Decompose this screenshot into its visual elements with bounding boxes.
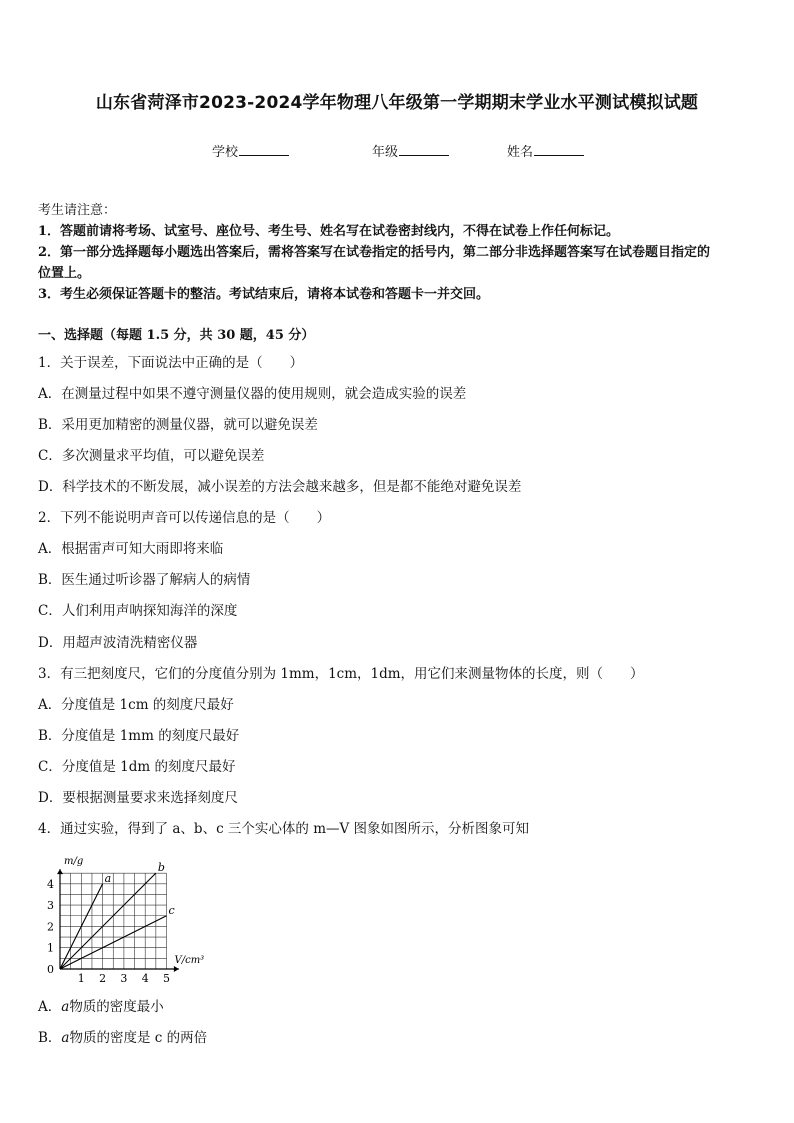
y-tick-label: 2: [47, 920, 54, 934]
question-4-option-b: [38, 1029, 207, 1047]
question-2-option-d: D．用超声波清洗精密仪器: [38, 635, 198, 651]
question-2-option-b: B．医生通过听诊器了解病人的病情: [38, 572, 251, 588]
question-2-option-c: C．人们利用声呐探知海洋的深度: [38, 603, 238, 619]
notice-item-2: 2．第一部分选择题每小题选出答案后，需将答案写在试卷指定的括号内，第二部分非选择题答案写在试卷题目指定的: [38, 245, 711, 260]
option-a-var: a: [61, 999, 70, 1015]
question-1-option-a: A．在测量过程中如果不遵守测量仪器的使用规则，就会造成实验的误差: [38, 386, 467, 402]
option-a-prefix: A．: [38, 999, 62, 1015]
y-tick-label: 0: [47, 963, 54, 976]
question-3-option-a: A．分度值是 1cm 的刻度尺最好: [38, 697, 234, 713]
question-3-option-d: D．要根据测量要求来选择刻度尺: [38, 790, 238, 806]
series-label-a: a: [104, 871, 112, 885]
notice-item-3: 3．考生必须保证答题卡的整洁。考试结束后，请将本试卷和答题卡一并交回。: [38, 287, 490, 302]
series-line-b: [60, 873, 156, 969]
name-field: [507, 141, 584, 160]
mv-graph: [38, 852, 218, 984]
grade-blank: [399, 143, 449, 156]
grade-label: 年级: [372, 145, 399, 160]
x-tick-label: 2: [99, 972, 107, 984]
x-axis-label: V/cm³: [174, 955, 205, 966]
name-blank: [534, 143, 584, 156]
y-tick-label: 4: [47, 877, 54, 891]
question-1-option-c: C．多次测量求平均值，可以避免误差: [38, 448, 265, 464]
question-1-option-b: B．采用更加精密的测量仪器，就可以避免误差: [38, 417, 318, 433]
series-label-b: b: [157, 861, 165, 875]
school-blank: [239, 143, 289, 156]
x-tick-label: 4: [141, 972, 149, 984]
question-3-option-c: C．分度值是 1dm 的刻度尺最好: [38, 759, 236, 775]
option-a-text: 物质的密度最小: [69, 999, 164, 1015]
question-1-stem: 1．关于误差，下面说法中正确的是（ ）: [38, 355, 304, 371]
school-field: [212, 141, 289, 160]
x-tick-label: 3: [120, 972, 128, 984]
question-2-stem: 2．下列不能说明声音可以传递信息的是（ ）: [38, 510, 331, 526]
student-info-row: [0, 141, 794, 161]
option-b-prefix: B．: [38, 1030, 62, 1046]
question-3-option-b: B．分度值是 1mm 的刻度尺最好: [38, 728, 240, 744]
x-axis-arrow: [174, 966, 179, 972]
y-axis-label: m/g: [64, 856, 84, 867]
y-tick-label: 3: [47, 899, 54, 913]
series-label-c: c: [168, 903, 175, 917]
notice-item-2-cont: 位置上。: [38, 266, 91, 281]
option-b-text: 物质的密度是 c 的两倍: [69, 1030, 208, 1046]
question-2-option-a: A．根据雷声可知大雨即将来临: [38, 541, 224, 557]
page-title: 山东省菏泽市2023-2024学年物理八年级第一学期期末学业水平测试模拟试题: [95, 93, 699, 113]
section-heading: 一、选择题（每题 1.5 分，共 30 题，45 分）: [38, 328, 315, 343]
question-4-stem: 4．通过实验，得到了 a、b、c 三个实心体的 m—V 图象如图所示，分析图象可知: [38, 821, 530, 837]
option-b-var: a: [61, 1030, 70, 1046]
y-axis-arrow: [57, 869, 63, 874]
question-3-stem: 3．有三把刻度尺，它们的分度值分别为 1mm，1cm，1dm，用它们来测量物体的长度，则（ ）: [38, 666, 644, 682]
school-label: 学校: [212, 145, 239, 160]
x-tick-label: 5: [163, 972, 170, 984]
y-tick-label: 1: [47, 941, 54, 955]
notice-item-1: 1．答题前请将考场、试室号、座位号、考生号、姓名写在试卷密封线内，不得在试卷上作任何标记。: [38, 224, 620, 239]
name-label: 姓名: [507, 145, 534, 160]
notice-heading: 考生请注意：: [38, 203, 117, 218]
question-1-option-d: D．科学技术的不断发展，减小误差的方法会越来越多，但是都不能绝对避免误差: [38, 479, 522, 495]
question-4-option-a: [38, 998, 164, 1016]
x-tick-label: 1: [77, 972, 85, 984]
grade-field: [372, 141, 449, 160]
